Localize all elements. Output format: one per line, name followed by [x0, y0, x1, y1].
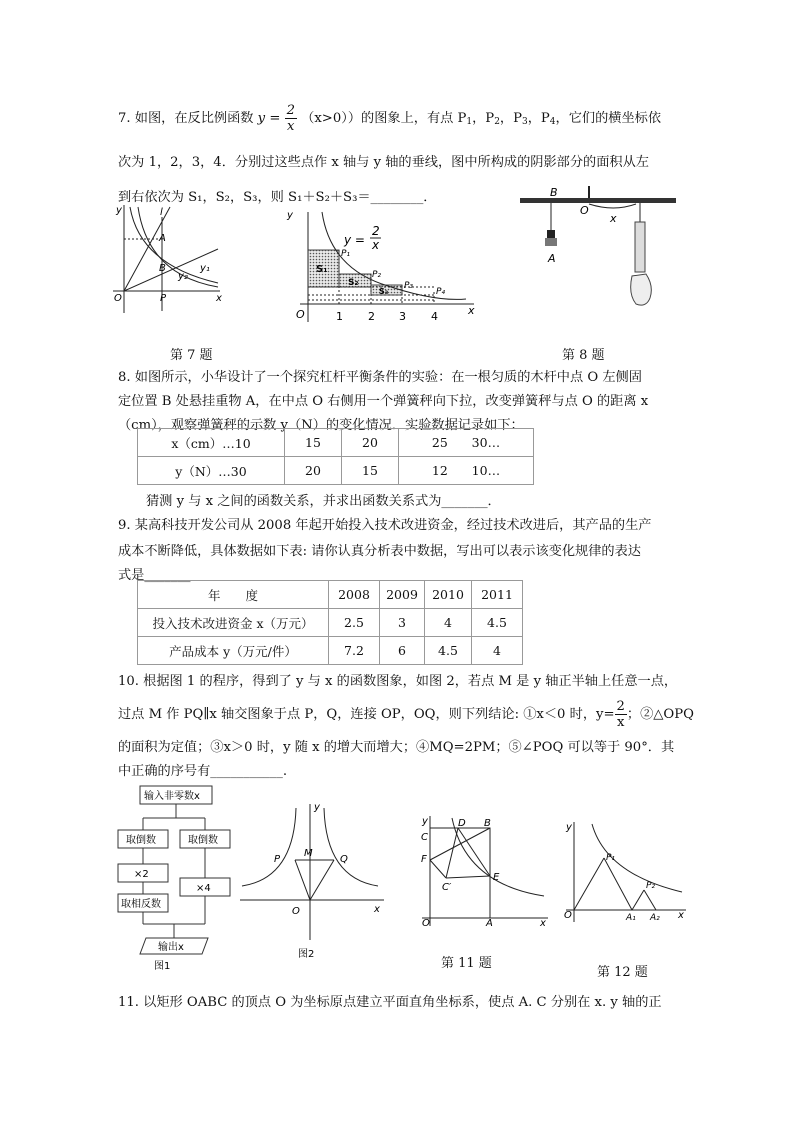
- q7-text-a: 7. 如图，在反比例函数: [118, 111, 254, 127]
- spring-scale: [635, 222, 645, 272]
- curve-right: [324, 808, 378, 886]
- q9-line3: 式是_______: [118, 568, 191, 583]
- table-cell: 4.5: [472, 609, 523, 637]
- fig2-caption: 图2: [298, 949, 315, 960]
- hand: [631, 274, 652, 305]
- q8-caption: 第 8 题: [562, 348, 605, 363]
- label-eq-den: x: [372, 238, 380, 252]
- line-fb: [430, 828, 490, 860]
- table-cell: 2010: [425, 581, 472, 609]
- line-oa: [124, 207, 170, 291]
- label-B: B: [550, 186, 558, 199]
- label-O: O: [292, 906, 300, 917]
- q8-line1: 8. 如图所示，小华设计了一个探究杠杆平衡条件的实验：在一根匀质的木杆中点 O 左侧固: [118, 370, 642, 385]
- label-O: O: [422, 918, 430, 928]
- flow-left3-label: 取相反数: [121, 899, 161, 910]
- line-a1p2: [632, 890, 644, 910]
- table-cell: 25 30…: [399, 429, 534, 457]
- label-O: O: [580, 204, 589, 217]
- label-y: y: [314, 802, 320, 813]
- table-cell: y（N）…30: [138, 457, 285, 485]
- lever-bar: [520, 198, 676, 203]
- q10-figure2: [238, 800, 386, 962]
- line-op: [295, 860, 310, 900]
- label-s1: S₁: [316, 264, 328, 275]
- label-C: C: [421, 832, 428, 843]
- line-p1a1: [604, 858, 632, 910]
- label-x: x: [374, 904, 380, 915]
- table-cell: 产品成本 y（万元/件）: [138, 637, 329, 665]
- table-cell: 15: [342, 457, 399, 485]
- table-cell: 2.5: [329, 609, 380, 637]
- q8-figure: [514, 186, 682, 312]
- line-ce: [446, 876, 490, 878]
- tick-2: 2: [368, 310, 375, 323]
- label-y: y: [422, 816, 428, 827]
- line-p2a2: [644, 890, 656, 910]
- q8-line4: 猜测 y 与 x 之间的函数关系，并求出函数关系式为_______．: [146, 494, 501, 509]
- flow-right2-label: ×4: [196, 883, 211, 894]
- q10-line2a: 过点 M 作 PQ∥x 轴交图象于点 P，Q，连接 OP，OQ，则下列结论: ①x＜0 时，y=: [118, 707, 615, 723]
- label-A: A: [548, 252, 556, 265]
- table-row: [138, 637, 523, 665]
- weight-a: [547, 230, 555, 238]
- table-cell: 4.5: [425, 637, 472, 665]
- tick-3: 3: [399, 310, 406, 323]
- label-A: A: [486, 918, 493, 928]
- table-cell: 年 度: [138, 581, 329, 609]
- table-cell: 投入技术改进资金 x（万元）: [138, 609, 329, 637]
- label-y2: y₂: [178, 271, 188, 282]
- flow-caption: 图1: [154, 961, 171, 972]
- q7-caption: 第 7 题: [170, 348, 213, 363]
- tick-1: 1: [336, 310, 343, 323]
- label-y: y: [287, 210, 293, 221]
- hyperbola: [452, 818, 544, 896]
- line-fc: [430, 860, 446, 878]
- q7-p-sub4: 4: [549, 117, 556, 128]
- q10-line3: 的面积为定值；③x＞0 时，y 随 x 的增大而增大；④MQ=2PM；⑤∠POQ 可以等于 90°．其: [118, 740, 675, 755]
- table-cell: 2008: [329, 581, 380, 609]
- q8-line2: 定位置 B 处悬挂重物 A，在中点 O 右侧用一个弹簧秤向下拉，改变弹簧秤与点 O 的距离 x: [118, 394, 649, 409]
- label-F: F: [421, 854, 427, 865]
- q10-line2: [118, 700, 694, 729]
- flow-output-label: 输出x: [158, 942, 184, 953]
- table-cell: 6: [380, 637, 425, 665]
- label-E: E: [493, 872, 500, 883]
- q12-figure: [562, 818, 688, 926]
- label-Q: Q: [340, 854, 348, 865]
- label-O: O: [114, 293, 122, 304]
- q7-line2: 次为 1，2，3，4．分别过这些点作 x 轴与 y 轴的垂线，图中所构成的阴影部分的面积从左: [118, 155, 649, 170]
- label-s3: S₃: [379, 287, 389, 296]
- label-eq: y =: [344, 233, 365, 247]
- label-p3: P₃: [404, 281, 414, 291]
- label-x: x: [678, 910, 684, 921]
- table-cell: 7.2: [329, 637, 380, 665]
- label-B: B: [159, 263, 166, 274]
- table-cell: 4: [425, 609, 472, 637]
- label-x: x: [610, 212, 617, 225]
- label-P: P: [274, 854, 281, 865]
- q12-caption: 第 12 题: [597, 965, 648, 980]
- table-row: [138, 609, 523, 637]
- q7-line3: 到右依次为 S₁，S₂，S₃，则 S₁＋S₂＋S₃＝________．: [118, 190, 437, 205]
- table-cell: 2011: [472, 581, 523, 609]
- table-row: [138, 429, 534, 457]
- line-cd: [446, 828, 458, 878]
- label-D: D: [458, 818, 466, 829]
- distance-brace: [589, 204, 636, 208]
- label-p1: P₁: [341, 249, 351, 259]
- q9-table: [137, 580, 523, 665]
- q7-text-b: ，它们的横坐标依: [555, 111, 662, 127]
- label-x: x: [540, 918, 546, 928]
- q9-line2: 成本不断降低，具体数据如下表: 请你认真分析表中数据，写出可以表示该变化规律的表达: [118, 544, 641, 559]
- q10-line2b: ；②△OPQ: [626, 707, 694, 723]
- q7-y-eq: y =: [257, 111, 281, 127]
- label-A2: A₂: [650, 913, 660, 923]
- q7-figure-right: [282, 204, 478, 328]
- label-M: M: [304, 848, 313, 859]
- label-y1: y₁: [200, 263, 210, 274]
- q8-table: [137, 428, 534, 485]
- label-P: P: [160, 293, 167, 304]
- q7-p-sub3: 3: [521, 117, 528, 128]
- q10-frac-den: x: [616, 715, 625, 731]
- curve-left: [242, 808, 296, 886]
- table-cell: 12 10…: [399, 457, 534, 485]
- q10-flowchart: [112, 784, 242, 974]
- q7-p-sub1: 1: [466, 117, 473, 128]
- table-row: [138, 581, 523, 609]
- label-x: x: [216, 293, 222, 304]
- weight-a-base: [545, 238, 557, 246]
- label-x: x: [468, 304, 475, 317]
- q10-frac-num: 2: [616, 699, 625, 714]
- line-oq: [310, 860, 334, 900]
- q7-frac-den: x: [287, 119, 295, 135]
- label-s2: S₂: [348, 278, 359, 288]
- line-op1: [574, 858, 604, 910]
- q11-figure: [416, 814, 550, 928]
- q7-line1: 7. 如图，在反比例函数 y = $\frac{2}{x}$ （x>0））的图象上，有点 $P_1$，$P_2$，$P_3$，$P_4$，它们的横坐标依: [118, 103, 662, 135]
- label-y: y: [566, 822, 572, 833]
- label-l: l: [160, 207, 163, 218]
- label-p2: P₂: [372, 270, 382, 280]
- q10-fraction: [615, 700, 627, 729]
- flow-left2-label: ×2: [134, 869, 149, 880]
- label-eq-num: 2: [372, 224, 380, 238]
- flow-left1-label: 取倒数: [126, 835, 156, 846]
- label-p4: P₄: [436, 287, 446, 297]
- q8-line3: （cm），观察弹簧秤的示数 y（N）的变化情况．实验数据记录如下：: [118, 418, 524, 433]
- q10-line1: 10. 根据图 1 的程序，得到了 y 与 x 的函数图象，如图 2，若点 M 是 y 轴正半轴上任意一点，: [118, 674, 678, 689]
- table-cell: 2009: [380, 581, 425, 609]
- q7-frac-num: 2: [286, 103, 295, 118]
- table-row: [138, 457, 534, 485]
- label-A: A: [159, 233, 166, 244]
- label-P2: P₂: [646, 881, 656, 891]
- q7-figure-left: [108, 203, 228, 315]
- line-de: [458, 828, 490, 876]
- q11-caption: 第 11 题: [441, 956, 492, 971]
- q7-p-sub2: 2: [494, 117, 500, 128]
- label-O: O: [564, 910, 572, 921]
- label-O: O: [296, 308, 305, 321]
- q9-line1: 9. 某高科技开发公司从 2008 年起开始投入技术改进资金，经过技术改进后，其产品的生产: [118, 518, 652, 533]
- table-cell: x（cm）…10: [138, 429, 285, 457]
- flow-input-label: 输入非零数x: [144, 791, 200, 802]
- table-cell: 15: [285, 429, 342, 457]
- table-cell: 20: [342, 429, 399, 457]
- q7-cond: （x>0））的图象上，有点 P: [301, 111, 467, 127]
- label-B: B: [484, 818, 491, 829]
- q11-line1: 11. 以矩形 OABC 的顶点 O 为坐标原点建立平面直角坐标系，使点 A. C 分别在 x. y 轴的正: [118, 995, 662, 1010]
- label-Cprime: C′: [442, 882, 452, 893]
- table-cell: 20: [285, 457, 342, 485]
- label-A1: A₁: [626, 913, 636, 923]
- flow-right1-label: 取倒数: [188, 835, 218, 846]
- label-P1: P₁: [606, 853, 616, 863]
- table-cell: 4: [472, 637, 523, 665]
- q7-fraction: [285, 104, 297, 133]
- table-cell: 3: [380, 609, 425, 637]
- tick-4: 4: [431, 310, 438, 323]
- q10-line4: 中正确的序号有___________.: [118, 764, 288, 779]
- label-y: y: [116, 205, 122, 216]
